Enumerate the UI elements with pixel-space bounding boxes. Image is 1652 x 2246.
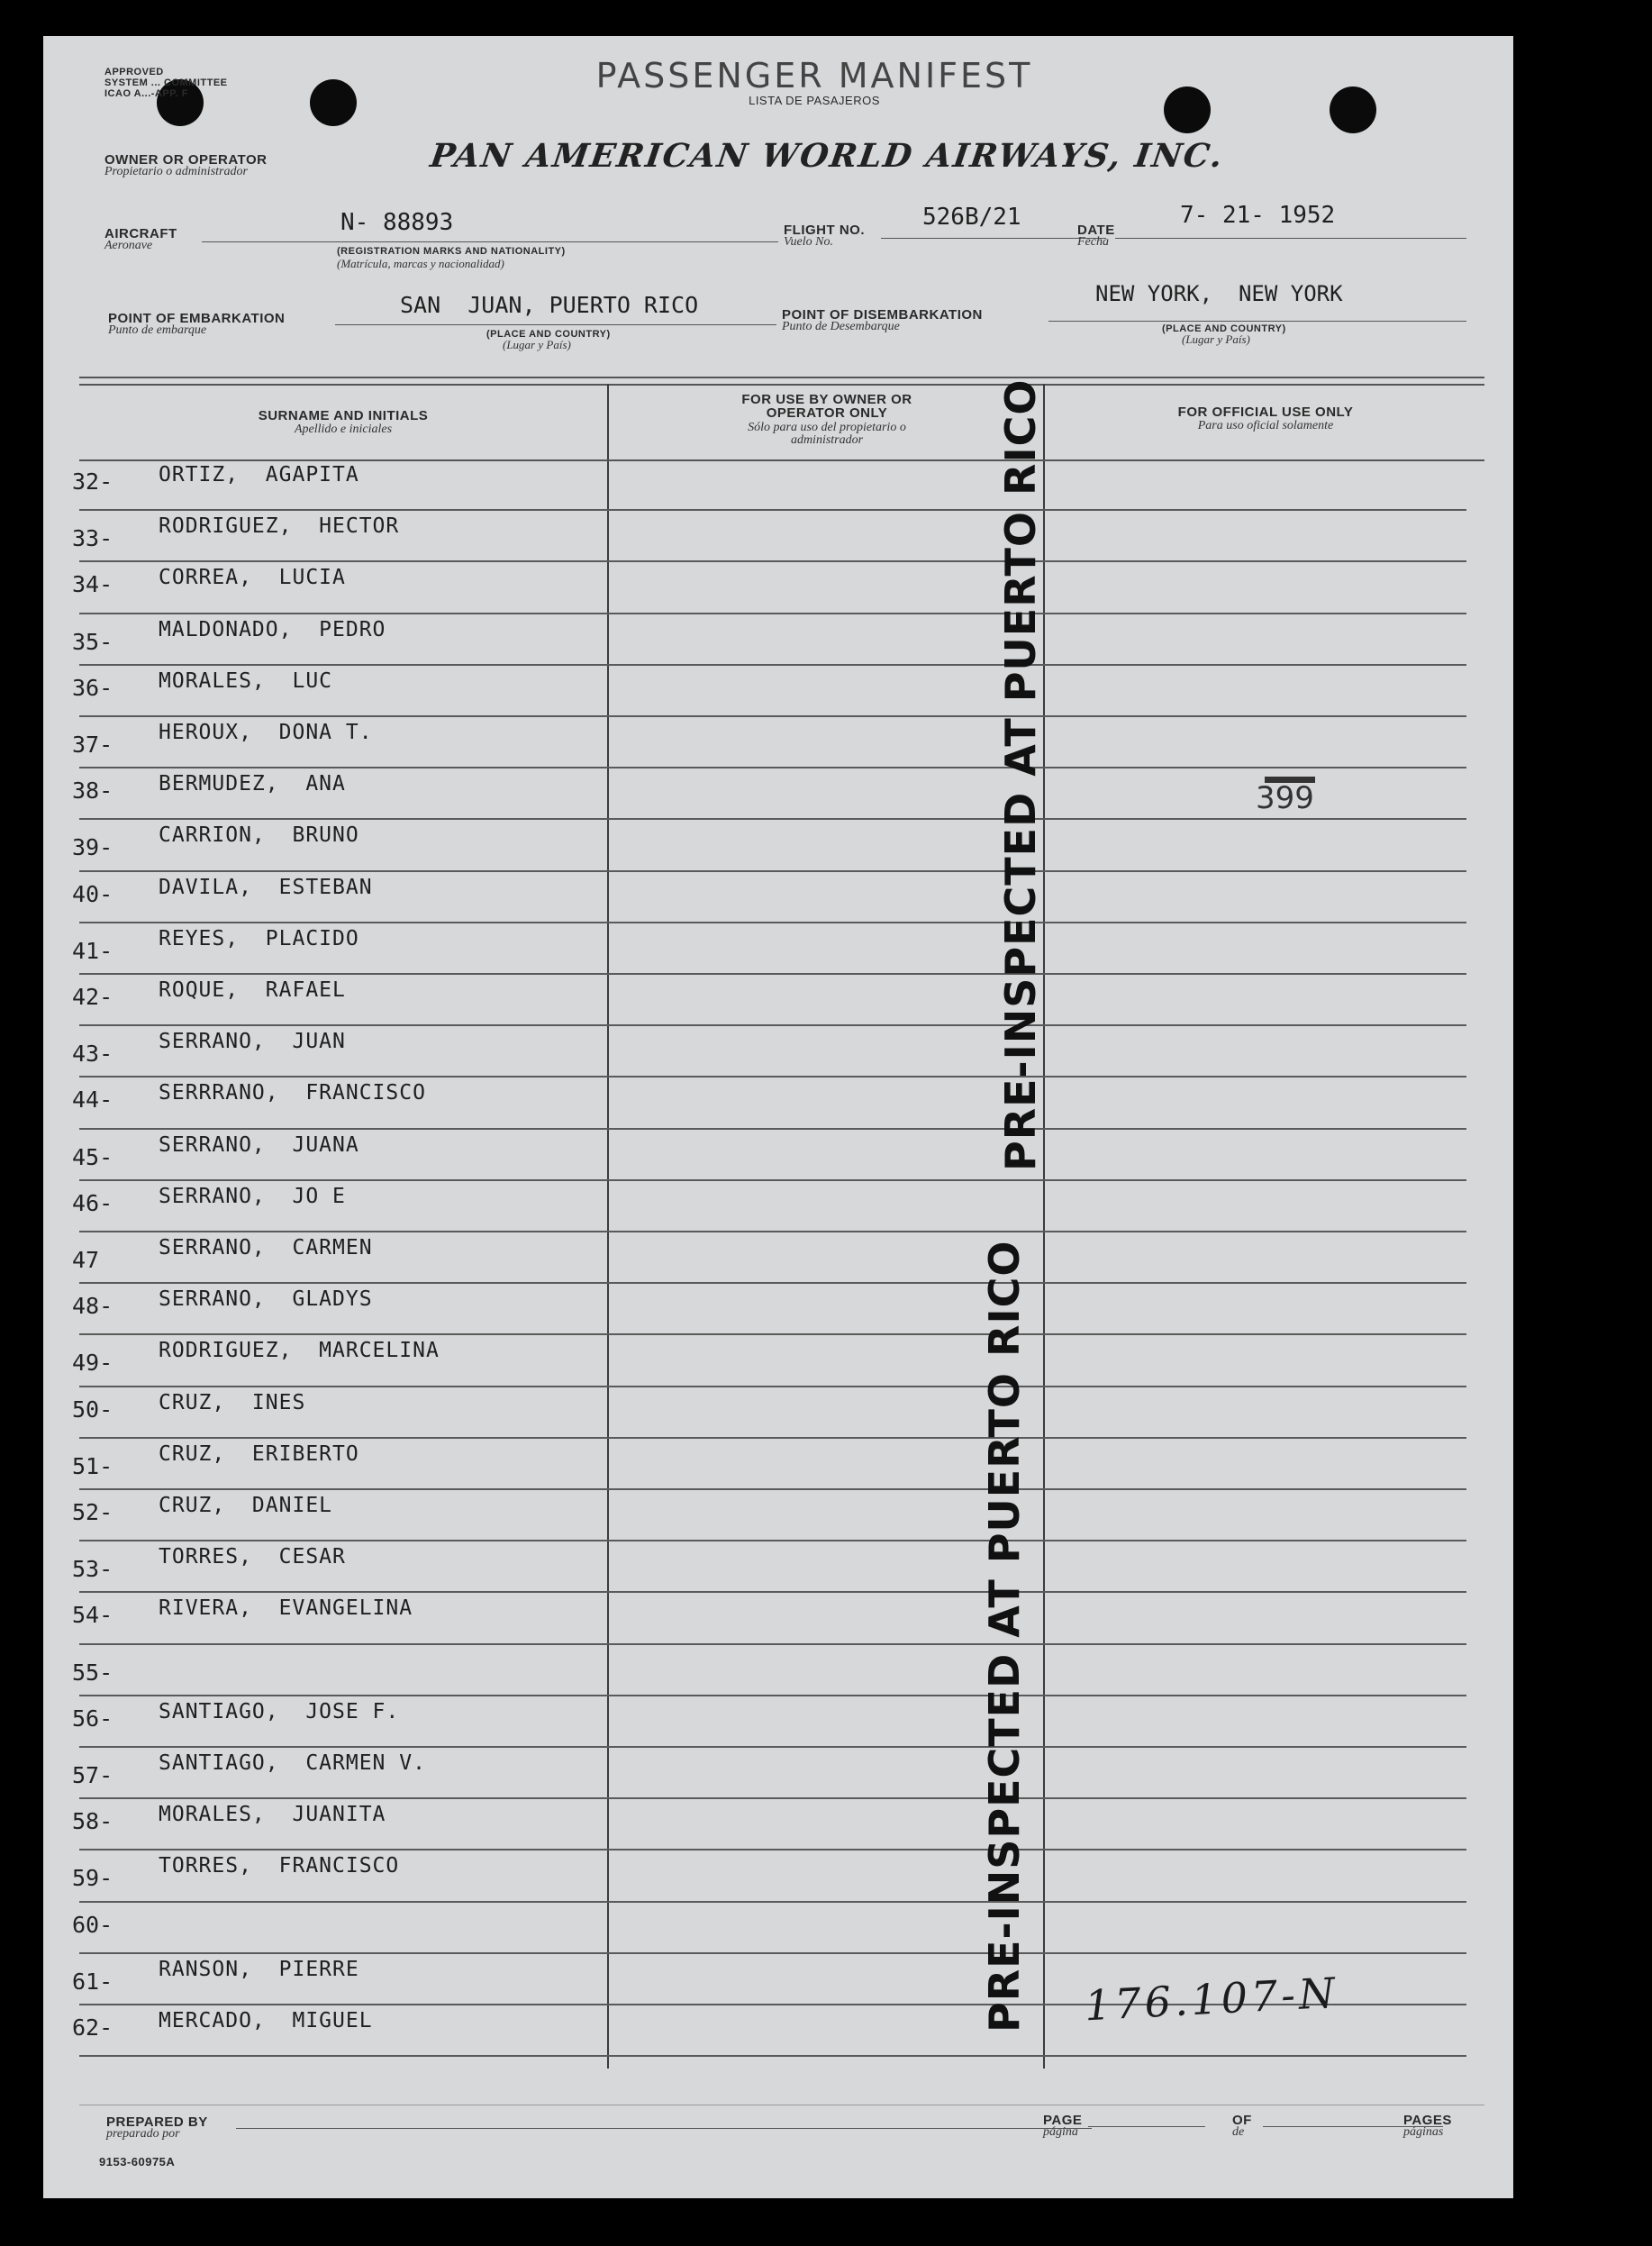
table-row-rule bbox=[79, 715, 1466, 717]
prepared-underline bbox=[236, 2128, 1092, 2129]
row-number: 49- bbox=[72, 1350, 113, 1377]
flight-label-es: Vuelo No. bbox=[784, 235, 833, 249]
passenger-name: SERRANO, CARMEN bbox=[159, 1236, 373, 1259]
pages-label: PAGES bbox=[1403, 2113, 1452, 2128]
passenger-name: CRUZ, INES bbox=[159, 1390, 306, 1414]
row-number: 56- bbox=[72, 1705, 113, 1732]
of-label-es: de bbox=[1232, 2125, 1245, 2139]
passenger-name: SANTIAGO, CARMEN V. bbox=[159, 1751, 426, 1775]
table-top-rule bbox=[79, 377, 1484, 378]
passenger-name: SANTIAGO, JOSE F. bbox=[159, 1699, 400, 1723]
approved-block bbox=[104, 67, 228, 99]
embark-label: POINT OF EMBARKATION bbox=[108, 311, 286, 326]
disembark-label-es: Punto de Desembarque bbox=[782, 320, 900, 333]
table-row-rule bbox=[79, 1952, 1466, 1954]
aircraft-label-es: Aeronave bbox=[104, 239, 153, 252]
row-number: 61- bbox=[72, 1968, 113, 1995]
table-row-rule bbox=[79, 1128, 1466, 1130]
passenger-name: ROQUE, RAFAEL bbox=[159, 978, 346, 1002]
passenger-name: CORREA, LUCIA bbox=[159, 566, 346, 590]
passenger-name: SERRANO, JO E bbox=[159, 1184, 346, 1208]
row-number: 52- bbox=[72, 1499, 113, 1525]
table-row-rule bbox=[79, 1488, 1466, 1490]
table-row-rule bbox=[79, 2055, 1466, 2057]
row-number: 55- bbox=[72, 1659, 113, 1686]
table-row-rule bbox=[79, 870, 1466, 872]
passenger-name: RODRIGUEZ, HECTOR bbox=[159, 514, 400, 539]
aircraft-note-es: (Matrícula, marcas y nacionalidad) bbox=[337, 257, 504, 270]
aircraft-note: (REGISTRATION MARKS AND NATIONALITY) bbox=[337, 246, 566, 257]
table-row-rule bbox=[79, 973, 1466, 975]
aircraft-label: AIRCRAFT bbox=[104, 226, 177, 241]
date-value: 7- 21- 1952 bbox=[1180, 202, 1336, 229]
pre-inspected-stamp-upper: PRE-INSPECTED AT PUERTO RICO bbox=[996, 378, 1045, 1171]
date-label: DATE bbox=[1077, 223, 1115, 238]
row-number: 32- bbox=[72, 468, 113, 495]
row-number: 39- bbox=[72, 834, 113, 861]
row-number: 41- bbox=[72, 937, 113, 964]
disembark-value: NEW YORK, NEW YORK bbox=[1095, 281, 1343, 306]
flight-label: FLIGHT NO. bbox=[784, 223, 865, 238]
passenger-name: ORTIZ, AGAPITA bbox=[159, 463, 359, 486]
manifest-page bbox=[43, 36, 1513, 2198]
aircraft-underline bbox=[202, 241, 778, 242]
disembark-label: POINT OF DISEMBARKATION bbox=[782, 307, 983, 323]
punch-hole bbox=[1330, 86, 1376, 133]
row-number: 38- bbox=[72, 777, 113, 805]
form-code: 9153-60975A bbox=[99, 2155, 176, 2169]
row-number: 40- bbox=[72, 880, 113, 907]
passenger-name: BERMUDEZ, ANA bbox=[159, 772, 346, 796]
table-row-rule bbox=[79, 1695, 1466, 1696]
row-number: 48- bbox=[72, 1293, 113, 1320]
table-row-rule bbox=[79, 767, 1466, 768]
row-number: 53- bbox=[72, 1556, 113, 1583]
page-subtitle: LISTA DE PASAJEROS bbox=[749, 94, 880, 107]
embark-underline bbox=[335, 324, 776, 325]
table-row-rule bbox=[79, 1386, 1466, 1387]
passenger-name: SERRANO, GLADYS bbox=[159, 1287, 373, 1312]
approved-line: SYSTEM ... COMMITTEE bbox=[104, 77, 228, 88]
embark-value: SAN JUAN, PUERTO RICO bbox=[400, 292, 699, 318]
table-row-rule bbox=[79, 1849, 1466, 1850]
punch-hole bbox=[1164, 86, 1211, 133]
aircraft-value: N- 88893 bbox=[340, 209, 454, 236]
row-number: 35- bbox=[72, 628, 113, 655]
prepared-label: PREPARED BY bbox=[106, 2114, 208, 2130]
table-row-rule bbox=[79, 1076, 1466, 1078]
passenger-name: MORALES, JUANITA bbox=[159, 1803, 386, 1827]
passenger-name: RANSON, PIERRE bbox=[159, 1957, 359, 1981]
row-number: 43- bbox=[72, 1041, 113, 1068]
passenger-name: RODRIGUEZ, MARCELINA bbox=[159, 1339, 440, 1363]
table-row-rule bbox=[79, 1540, 1466, 1541]
passenger-name: SERRRANO, FRANCISCO bbox=[159, 1081, 426, 1105]
table-row-rule bbox=[79, 613, 1466, 614]
table-row-rule bbox=[79, 509, 1466, 511]
col2-header-es: Sólo para uso del propietario o administrador bbox=[748, 421, 906, 447]
table-row-rule bbox=[79, 1333, 1466, 1335]
passenger-name: DAVILA, ESTEBAN bbox=[159, 875, 373, 899]
table-row-rule bbox=[79, 1231, 1466, 1232]
date-label-es: Fecha bbox=[1077, 235, 1109, 249]
table-row-rule bbox=[79, 1643, 1466, 1645]
passenger-name: MERCADO, MIGUEL bbox=[159, 2009, 373, 2032]
table-row-rule bbox=[79, 818, 1466, 820]
punch-hole bbox=[310, 79, 357, 126]
col1-header-es: Apellido e iniciales bbox=[294, 423, 393, 436]
table-row-rule bbox=[79, 560, 1466, 562]
row-number: 51- bbox=[72, 1452, 113, 1479]
table-row-rule bbox=[79, 1797, 1466, 1799]
row-number: 44- bbox=[72, 1087, 113, 1114]
row-number: 47 bbox=[72, 1247, 100, 1273]
passenger-name: CARRION, BRUNO bbox=[159, 823, 359, 848]
owner-label-es: Propietario o administrador bbox=[104, 165, 248, 178]
col3-header-es: Para uso oficial solamente bbox=[1197, 419, 1334, 432]
table-row-rule bbox=[79, 1179, 1466, 1181]
row-number: 59- bbox=[72, 1865, 113, 1892]
page-underline bbox=[1088, 2126, 1205, 2127]
table-top-rule-2 bbox=[79, 384, 1484, 386]
row-number: 62- bbox=[72, 2014, 113, 2041]
embark-place-note: (PLACE AND COUNTRY) bbox=[486, 329, 611, 340]
row-number: 57- bbox=[72, 1762, 113, 1788]
passenger-name: TORRES, CESAR bbox=[159, 1545, 346, 1569]
table-row-rule bbox=[79, 1591, 1466, 1593]
pre-inspected-stamp-lower: PRE-INSPECTED AT PUERTO RICO bbox=[980, 1240, 1029, 2032]
flight-value: 526B/21 bbox=[922, 204, 1021, 231]
passenger-name: REYES, PLACIDO bbox=[159, 926, 359, 950]
row-number: 34- bbox=[72, 571, 113, 598]
passenger-name: RIVERA, EVANGELINA bbox=[159, 1596, 413, 1621]
owner-value: PAN AMERICAN WORLD AIRWAYS, INC. bbox=[428, 137, 1227, 175]
passenger-name: HEROUX, DONA T. bbox=[159, 721, 373, 744]
table-row-rule bbox=[79, 1901, 1466, 1903]
flight-underline bbox=[881, 238, 1106, 239]
row-number: 36- bbox=[72, 674, 113, 701]
page-label: PAGE bbox=[1043, 2113, 1083, 2128]
row-number: 42- bbox=[72, 984, 113, 1010]
row-number: 60- bbox=[72, 1911, 113, 1938]
disembark-place-note-es: (Lugar y País) bbox=[1182, 332, 1250, 346]
header-bottom-rule bbox=[79, 459, 1484, 461]
disembark-underline bbox=[1048, 321, 1466, 322]
col1-header: SURNAME AND INITIALS bbox=[258, 408, 429, 423]
passenger-name: TORRES, FRANCISCO bbox=[159, 1854, 400, 1878]
owner-label: OWNER OR OPERATOR bbox=[104, 152, 268, 168]
table-row-rule bbox=[79, 1024, 1466, 1026]
row-number: 45- bbox=[72, 1143, 113, 1170]
page-label-es: página bbox=[1043, 2125, 1078, 2139]
date-underline bbox=[1115, 238, 1466, 239]
table-row-rule bbox=[79, 1746, 1466, 1748]
pages-label-es: páginas bbox=[1403, 2125, 1444, 2139]
approved-line: APPROVED bbox=[104, 67, 164, 77]
handwritten-note: 176.107-N bbox=[1083, 1968, 1340, 2031]
page-title: PASSENGER MANIFEST bbox=[595, 56, 1033, 95]
official-number: 399 bbox=[1256, 780, 1314, 816]
embark-place-note-es: (Lugar y País) bbox=[503, 338, 571, 351]
passenger-name: SERRANO, JUAN bbox=[159, 1030, 346, 1054]
col3-header: FOR OFFICIAL USE ONLY bbox=[1177, 405, 1354, 420]
table-row-rule bbox=[79, 1282, 1466, 1284]
row-number: 58- bbox=[72, 1808, 113, 1835]
row-number: 37- bbox=[72, 732, 113, 758]
row-number: 33- bbox=[72, 525, 113, 552]
col2-header: FOR USE BY OWNER OR OPERATOR ONLY bbox=[741, 392, 912, 421]
prepared-label-es: preparado por bbox=[106, 2127, 180, 2141]
embark-label-es: Punto de embarque bbox=[108, 323, 207, 337]
table-row-rule bbox=[79, 1437, 1466, 1439]
of-label: OF bbox=[1232, 2113, 1252, 2128]
row-number: 54- bbox=[72, 1602, 113, 1629]
passenger-name: CRUZ, ERIBERTO bbox=[159, 1441, 359, 1466]
passenger-name: MALDONADO, PEDRO bbox=[159, 617, 386, 641]
row-number: 50- bbox=[72, 1396, 113, 1423]
approved-line: ICAO A...-APP. F bbox=[104, 88, 188, 99]
disembark-place-note: (PLACE AND COUNTRY) bbox=[1162, 323, 1286, 334]
row-number: 46- bbox=[72, 1189, 113, 1216]
table-row-rule bbox=[79, 664, 1466, 666]
passenger-name: MORALES, LUC bbox=[159, 668, 333, 693]
passenger-name: CRUZ, DANIEL bbox=[159, 1494, 333, 1517]
passenger-name: SERRANO, JUANA bbox=[159, 1132, 359, 1157]
table-row-rule bbox=[79, 922, 1466, 923]
